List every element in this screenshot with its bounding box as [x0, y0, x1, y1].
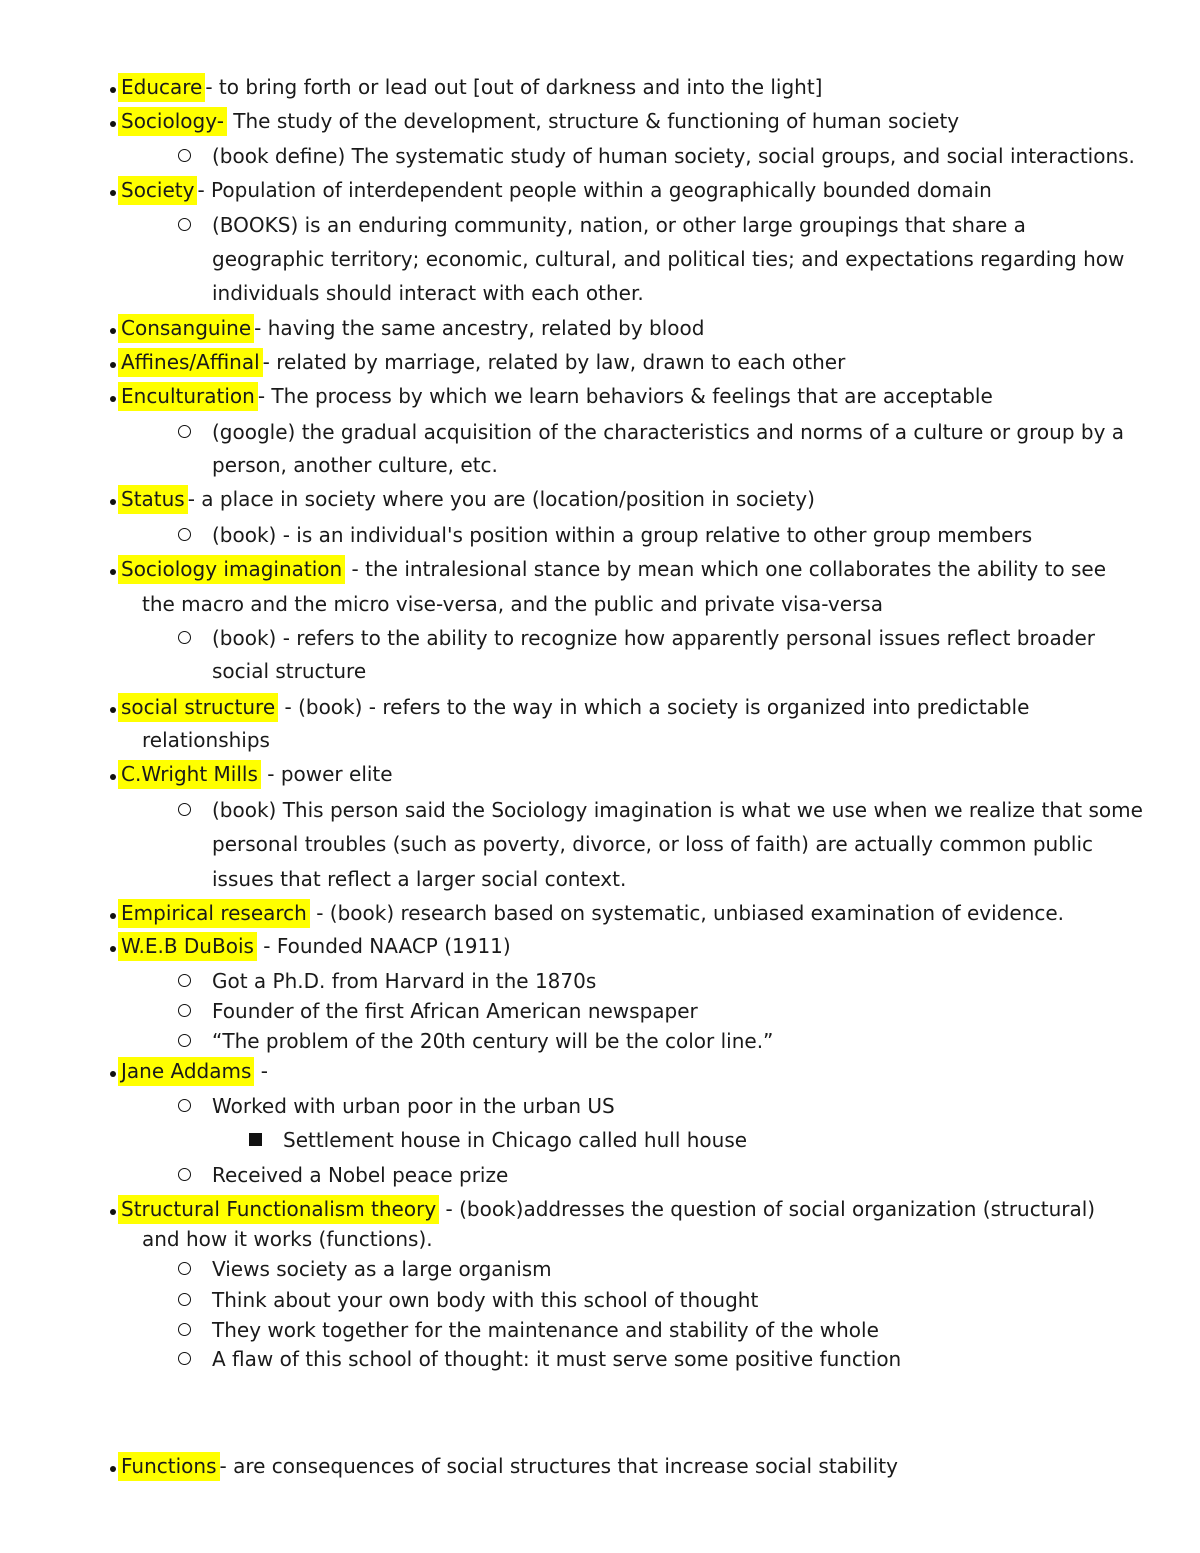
term-highlight: Jane Addams — [118, 1057, 254, 1086]
sub-item: A flaw of this school of thought: it must serve some positive function — [212, 1347, 902, 1371]
term-definition: - Founded NAACP (1911) — [256, 934, 511, 958]
bullet-icon — [110, 190, 116, 196]
term-entry — [118, 315, 704, 341]
term-entry — [118, 556, 1106, 582]
circle-bullet-icon — [178, 631, 191, 644]
circle-bullet-icon — [178, 1034, 191, 1047]
continuation-line: individuals should interact with each other. — [212, 281, 644, 305]
bullet-icon — [110, 1209, 116, 1215]
bullet-icon — [110, 913, 116, 919]
bullet-icon — [110, 774, 116, 780]
term-entry — [118, 900, 1064, 926]
term-entry — [118, 933, 511, 959]
term-highlight: Society — [118, 176, 197, 205]
sub-item: “The problem of the 20th century will be the color line.” — [212, 1029, 774, 1053]
term-definition: - power elite — [260, 762, 393, 786]
sub-item: Worked with urban poor in the urban US — [212, 1094, 615, 1118]
continuation-line: and how it works (functions). — [142, 1227, 433, 1251]
bullet-icon — [110, 707, 116, 713]
term-definition: - are consequences of social structures that increase social stability — [219, 1454, 898, 1478]
term-highlight: Affines/Affinal — [118, 348, 263, 377]
term-highlight: Status — [118, 485, 188, 514]
circle-bullet-icon — [178, 1262, 191, 1275]
bullet-icon — [110, 396, 116, 402]
circle-bullet-icon — [178, 1293, 191, 1306]
continuation-line: the macro and the micro vise-versa, and the public and private visa-versa — [142, 592, 883, 616]
sub-item: Think about your own body with this school of thought — [212, 1288, 759, 1312]
continuation-line: social structure — [212, 659, 367, 683]
term-entry — [118, 108, 959, 134]
circle-bullet-icon — [178, 218, 191, 231]
term-highlight: Enculturation — [118, 382, 258, 411]
term-definition: - The process by which we learn behaviors & feelings that are acceptable — [257, 384, 993, 408]
continuation-line: personal troubles (such as poverty, divorce, or loss of faith) are actually common public — [212, 832, 1094, 856]
continuation-line: geographic territory; economic, cultural, and political ties; and expectations regarding how — [212, 247, 1125, 271]
bullet-icon — [110, 1071, 116, 1077]
term-highlight: W.E.B DuBois — [118, 932, 257, 961]
term-highlight: Educare — [118, 73, 205, 102]
term-definition: - (book) research based on systematic, unbiased examination of evidence. — [309, 901, 1065, 925]
sub-item: Views society as a large organism — [212, 1257, 552, 1281]
circle-bullet-icon — [178, 803, 191, 816]
term-highlight: Sociology- — [118, 107, 227, 136]
sub-item: (book define) The systematic study of human society, social groups, and social interactions. — [212, 144, 1135, 168]
bullet-icon — [110, 1466, 116, 1472]
term-highlight: Functions — [118, 1452, 220, 1481]
circle-bullet-icon — [178, 1323, 191, 1336]
term-entry — [118, 177, 992, 203]
term-entry — [118, 1196, 1095, 1222]
sub-item: (book) This person said the Sociology imagination is what we use when we realize that some — [212, 798, 1143, 822]
circle-bullet-icon — [178, 425, 191, 438]
term-entry — [118, 1058, 268, 1084]
sub-item: (google) the gradual acquisition of the characteristics and norms of a culture or group by a — [212, 420, 1125, 444]
term-definition: - having the same ancestry, related by blood — [254, 316, 705, 340]
sub-item: Got a Ph.D. from Harvard in the 1870s — [212, 969, 597, 993]
term-definition: - to bring forth or lead out [out of darkness and into the light] — [205, 75, 823, 99]
term-definition: - the intralesional stance by mean which one collaborates the ability to see — [345, 557, 1107, 581]
sub-item: (book) - refers to the ability to recognize how apparently personal issues reflect broader — [212, 626, 1095, 650]
bullet-icon — [110, 362, 116, 368]
term-highlight: Structural Functionalism theory — [118, 1195, 439, 1224]
bullet-icon — [110, 121, 116, 127]
continuation-line: issues that reflect a larger social context. — [212, 867, 627, 891]
term-entry — [118, 761, 393, 787]
term-definition: - a place in society where you are (location/position in society) — [187, 487, 815, 511]
circle-bullet-icon — [178, 974, 191, 987]
bullet-icon — [110, 569, 116, 575]
term-definition: - — [254, 1059, 268, 1083]
term-highlight: Empirical research — [118, 899, 310, 928]
bullet-icon — [110, 946, 116, 952]
continuation-line: person, another culture, etc. — [212, 453, 498, 477]
term-highlight: Sociology imagination — [118, 555, 345, 584]
bullet-icon — [110, 328, 116, 334]
bullet-icon — [110, 499, 116, 505]
term-highlight: C.Wright Mills — [118, 760, 261, 789]
sub-item: Received a Nobel peace prize — [212, 1163, 509, 1187]
sub-item: Founder of the first African American newspaper — [212, 999, 698, 1023]
sub-item: (BOOKS) is an enduring community, nation, or other large groupings that share a — [212, 213, 1026, 237]
term-entry — [118, 349, 845, 375]
term-highlight: Consanguine — [118, 314, 254, 343]
term-entry — [118, 1453, 898, 1479]
circle-bullet-icon — [178, 1004, 191, 1017]
sub-item: They work together for the maintenance and stability of the whole — [212, 1318, 879, 1342]
bullet-icon — [110, 87, 116, 93]
term-entry — [118, 694, 1029, 720]
term-definition: - (book) - refers to the way in which a society is organized into predictable — [278, 695, 1030, 719]
circle-bullet-icon — [178, 528, 191, 541]
term-entry — [118, 383, 993, 409]
term-highlight: social structure — [118, 693, 278, 722]
term-definition: - related by marriage, related by law, drawn to each other — [262, 350, 846, 374]
circle-bullet-icon — [178, 1352, 191, 1365]
circle-bullet-icon — [178, 149, 191, 162]
continuation-line: relationships — [142, 728, 270, 752]
sub-item: (book) - is an individual's position within a group relative to other group members — [212, 523, 1033, 547]
term-definition: - (book)addresses the question of social organization (structural) — [439, 1197, 1096, 1221]
term-definition: - Population of interdependent people within a geographically bounded domain — [197, 178, 992, 202]
square-bullet-icon — [249, 1133, 262, 1146]
term-entry — [118, 486, 815, 512]
sub-sub-item: Settlement house in Chicago called hull house — [283, 1128, 748, 1152]
circle-bullet-icon — [178, 1168, 191, 1181]
circle-bullet-icon — [178, 1099, 191, 1112]
term-definition: The study of the development, structure & functioning of human society — [226, 109, 960, 133]
term-entry — [118, 74, 823, 100]
